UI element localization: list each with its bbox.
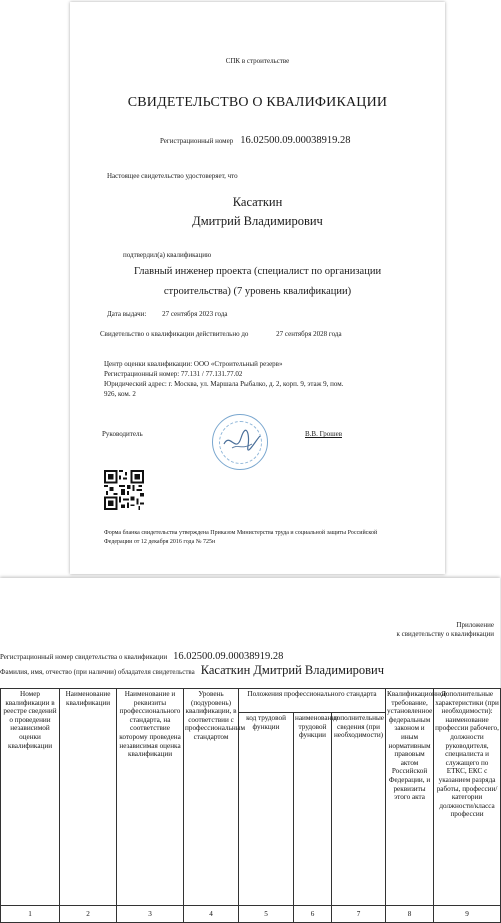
qr-code-icon bbox=[104, 470, 144, 510]
center-registration: Регистрационный номер: 77.131 / 77.131.77.02 bbox=[104, 370, 243, 378]
appendix-fio-label: Фамилия, имя, отчество (при наличии) обладателя свидетельства bbox=[0, 668, 195, 676]
certifies-text: Настоящее свидетельство удостоверяет, что bbox=[107, 172, 238, 180]
valid-label: Свидетельство о квалификации действительно до bbox=[100, 330, 249, 338]
footer-line-2: Федерации от 12 декабря 2016 года № 725н bbox=[104, 539, 216, 545]
org-header: СПК в строительстве bbox=[225, 57, 290, 65]
appendix-heading-1: Приложение bbox=[456, 621, 494, 629]
subcol-header-extra: дополнительные сведения (при необходимости) bbox=[332, 713, 386, 906]
valid-until bbox=[100, 330, 342, 338]
holder-surname: Касаткин bbox=[232, 195, 283, 209]
issue-date bbox=[107, 310, 228, 318]
col-header-8: Квалификационное требование, установленное федеральным законом и иным нормативным правовым актом Российской Федерации, и реквизиты этого акта bbox=[386, 689, 434, 906]
reg-value: 16.02500.09.00038919.28 bbox=[240, 135, 351, 146]
signature-icon bbox=[212, 414, 268, 470]
footer-line-1: Форма бланка свидетельства утверждена Приказом Министерства труда и социальной защиты Российской bbox=[104, 530, 378, 536]
appendix-heading-2: к свидетельству о квалификации bbox=[396, 630, 494, 638]
issue-value: 27 сентября 2023 года bbox=[162, 310, 228, 318]
appendix-holder bbox=[0, 661, 384, 679]
seal-stamp bbox=[212, 414, 268, 470]
col-number: 3 bbox=[117, 906, 184, 923]
center-address-1: Юридический адрес: г. Москва, ул. Маршала Рыбалко, д. 2, корп. 9, этаж 9, пом. bbox=[104, 380, 344, 388]
col-header-9: Дополнительные характеристики (при необходимости): наименование профессии рабочего, должности руководителя, специалиста и служащего по ЕТКС, ЕКС с указанием разряда работы, профессии/категории должности/класса профессии bbox=[434, 689, 501, 906]
col-number: 9 bbox=[434, 906, 501, 923]
subcol-header-code: код трудовой функции bbox=[239, 713, 294, 906]
appendix-reg-value: 16.02500.09.00038919.28 bbox=[173, 651, 284, 662]
col-header-4: Уровень (подуровень) квалификации, в соответствии с профессиональным стандартом bbox=[184, 689, 239, 906]
head-label: Руководитель bbox=[102, 430, 143, 438]
col-header-5: Положения профессионального стандарта bbox=[239, 689, 386, 713]
col-number: 5 bbox=[239, 906, 294, 923]
col-number: 8 bbox=[386, 906, 434, 923]
appendix-reg-label: Регистрационный номер свидетельства о квалификации bbox=[0, 653, 168, 661]
registration-number bbox=[160, 130, 350, 148]
appendix-page bbox=[0, 578, 500, 923]
col-header-3: Наименование и реквизиты профессионального стандарта, на соответствие которому проведена независимая оценка квалификации bbox=[117, 689, 184, 906]
col-header-2: Наименование квалификации bbox=[60, 689, 117, 906]
center-address-2: 926, ком. 2 bbox=[104, 390, 136, 398]
col-number: 4 bbox=[184, 906, 239, 923]
col-number: 6 bbox=[294, 906, 332, 923]
col-number: 2 bbox=[60, 906, 117, 923]
certificate-page bbox=[70, 2, 445, 574]
col-number: 1 bbox=[1, 906, 60, 923]
appendix-fio-value: Касаткин Дмитрий Владимирович bbox=[200, 663, 385, 677]
qualification-line-2: строительства) (7 уровень квалификации) bbox=[163, 286, 352, 297]
center-name: Центр оценки квалификации: ООО «Строительный резерв» bbox=[104, 360, 283, 368]
head-name: В.В. Грошев bbox=[305, 430, 342, 438]
holder-name: Дмитрий Владимирович bbox=[192, 214, 323, 228]
issue-label: Дата выдачи: bbox=[107, 310, 147, 318]
reg-label: Регистрационный номер bbox=[160, 137, 234, 145]
subcol-header-name: наименование трудовой функции bbox=[294, 713, 332, 906]
col-number: 7 bbox=[332, 906, 386, 923]
valid-value: 27 сентября 2028 года bbox=[276, 330, 342, 338]
qualification-line-1: Главный инженер проекта (специалист по организации bbox=[133, 266, 382, 277]
col-header-1: Номер квалификации в реестре сведений о проведении независимой оценки квалификации bbox=[1, 689, 60, 906]
qualification-table bbox=[0, 688, 501, 923]
table-row bbox=[1, 906, 501, 923]
certificate-title: СВИДЕТЕЛЬСТВО О КВАЛИФИКАЦИИ bbox=[127, 95, 388, 110]
confirmed-text: подтвердил(а) квалификацию bbox=[123, 251, 212, 259]
